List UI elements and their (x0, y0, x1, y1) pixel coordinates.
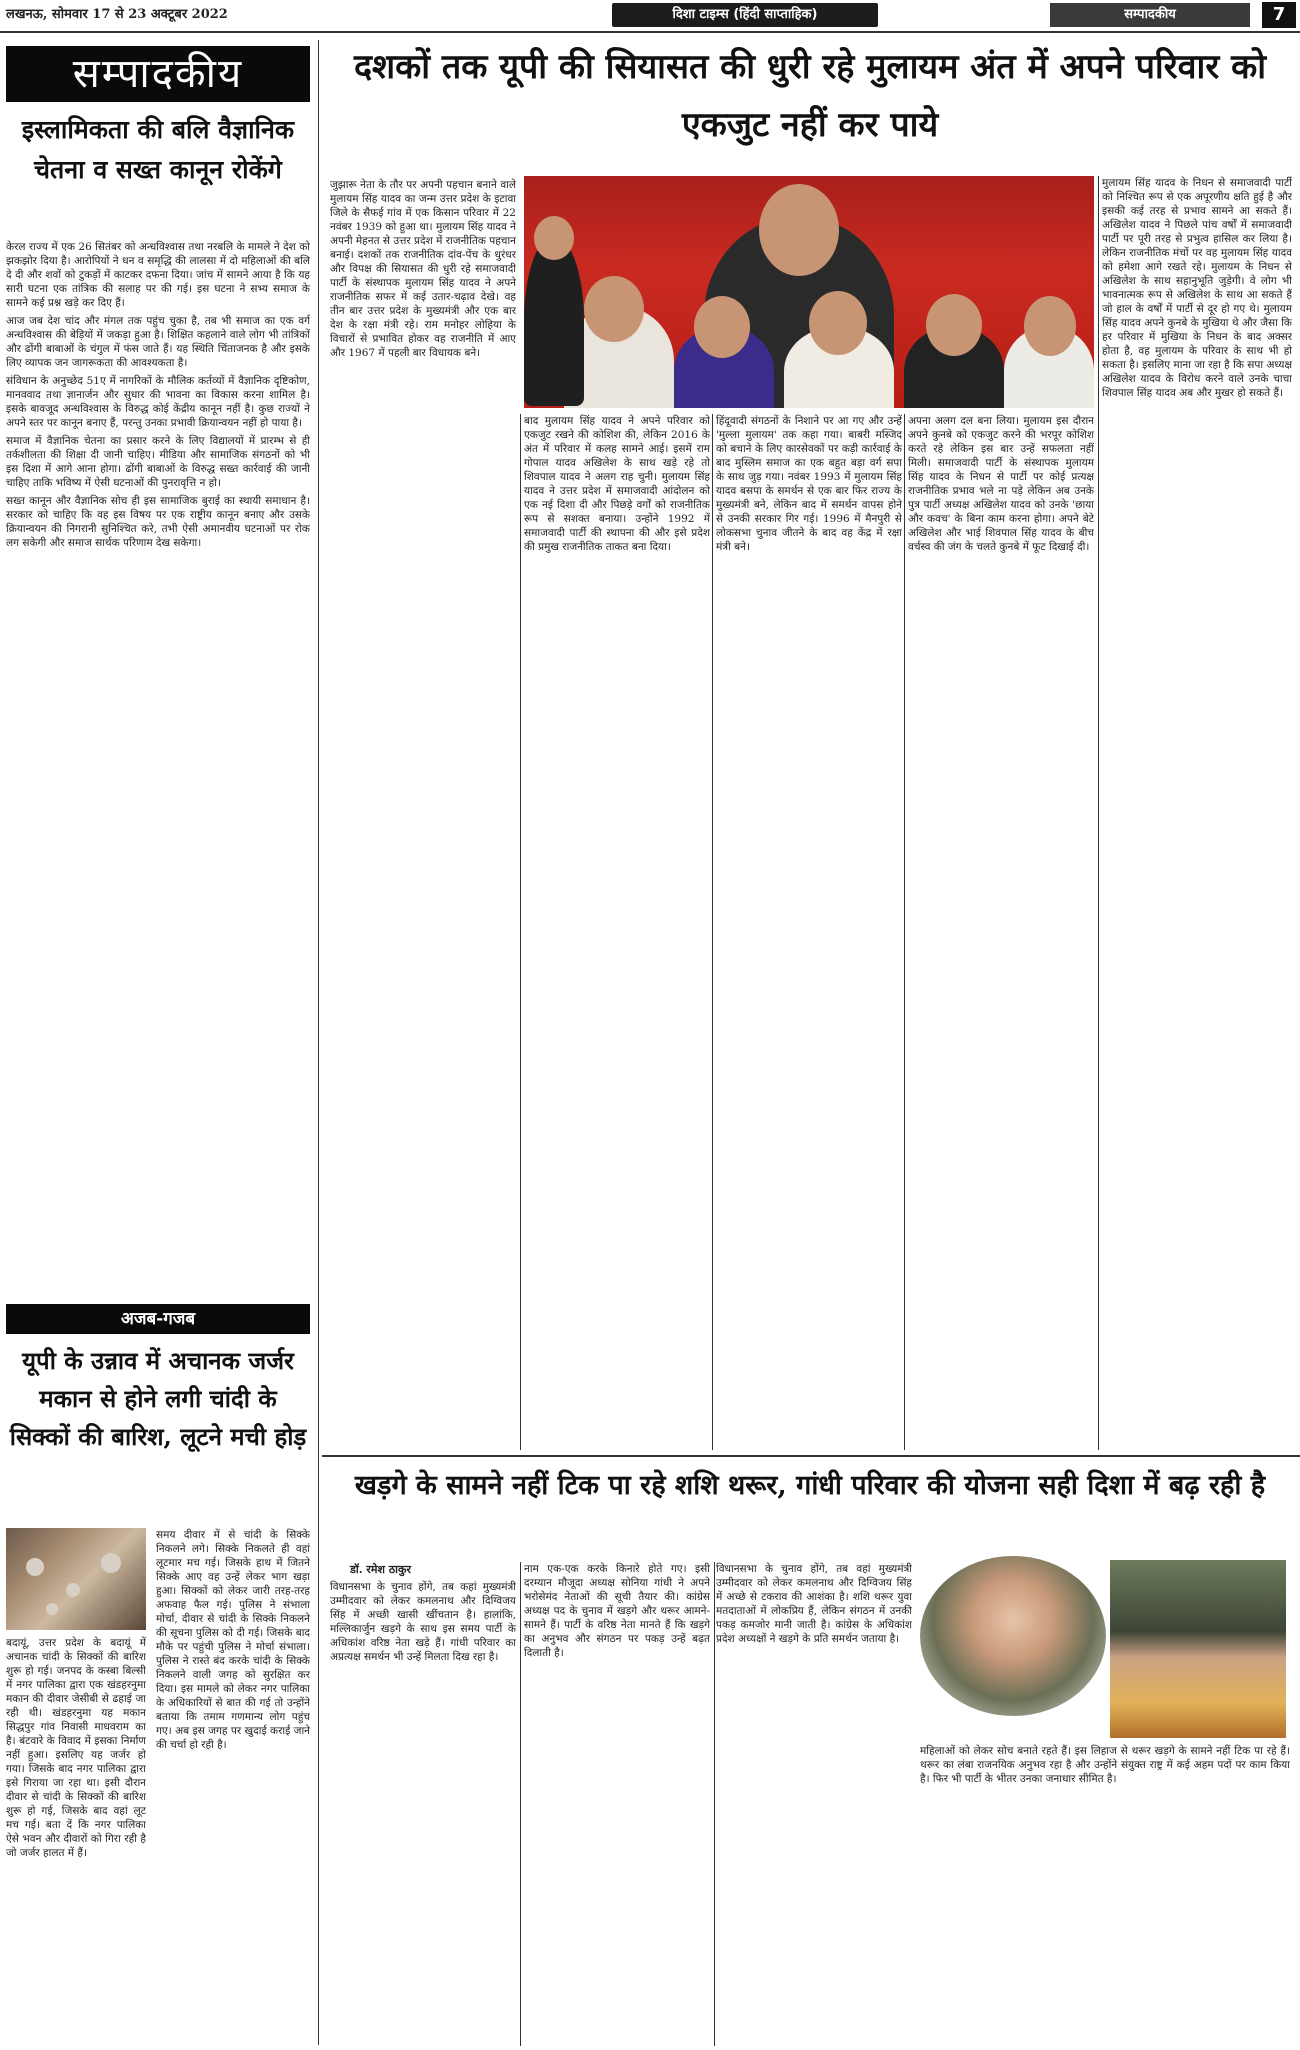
second-byline: डॉ. रमेश ठाकुर (350, 1563, 411, 1576)
kharge-portrait (920, 1556, 1106, 1716)
second-col-3: विधानसभा के चुनाव होंगे, तब वहां मुख्यमंत्री उम्मीदवार को लेकर कमलनाथ और दिग्विजय सिंह में अच्छे से टकराव की आशंका है। शशि थरूर युवा मतदाताओं में लोकप्रिय हैं, लेकिन संगठन में उनकी पकड़ कमजोर मानी जाती है। कांग्रेस के अधिकांश प्रदेश अध्यक्षों ने खड़गे के प्रति समर्थन जताया है। (716, 1563, 912, 1645)
column-rule (904, 414, 905, 1450)
story-divider (322, 1455, 1300, 1457)
main-col-2: बाद मुलायम सिंह यादव ने अपने परिवार को एकजुट रखने की कोशिश की, लेकिन 2016 के अंत में परिवार में कलह सामने आई। इसमें राम गोपाल यादव अखिलेश के साथ खड़े रहे तो शिवपाल यादव ने अलग राह चुनी। मुलायम सिंह यादव ने उत्तर प्रदेश में समाजवादी आंदोलन को एक नई दिशा दी और पिछड़े वर्गों को राजनीतिक रूप से सशक्त बनाया। उन्होंने 1992 में समाजवादी पार्टी की स्थापना की और इसे प्रदेश की प्रमुख राजनीतिक ताकत बना दिया। (524, 415, 710, 553)
editorial-headline: इस्लामिकता की बलि वैज्ञानिक चेतना व सख्त कानून रोकेंगे (21, 115, 295, 184)
editorial-paragraph: समाज में वैज्ञानिक चेतना का प्रसार करने के लिए विद्यालयों में प्रारम्भ से ही तर्कशीलता की शिक्षा दी जानी चाहिए। मीडिया और सामाजिक संगठनों को भी इस दिशा में आगे आना होगा। ढोंगी बाबाओं के विरुद्ध सख्त कार्रवाई की जानी चाहिए ताकि भविष्य में ऐसी घटनाओं की पुनरावृत्ति न हो। (6, 435, 310, 489)
column-rule (1098, 176, 1099, 1450)
masthead-dateline: लखनऊ, सोमवार 17 से 23 अक्टूबर 2022 (6, 7, 228, 22)
second-headline: खड़गे के सामने नहीं टिक पा रहे शशि थरूर, गांधी परिवार की योजना सही दिशा में बढ़ रही है (354, 1470, 1266, 1501)
second-col-1: विधानसभा के चुनाव होंगे, तब कहां मुख्यमंत्री उम्मीदवार को लेकर कमलनाथ और दिग्विजय सिंह में अच्छी खासी खींचतान है। हालांकि, मल्लिकार्जुन खड़गे के साथ इस समय पार्टी के अधिकांश वरिष्ठ नेता खड़े हैं। गांधी परिवार का अप्रत्यक्ष समर्थन भी उन्हें मिलता दिख रहा है। (330, 1581, 516, 1663)
masthead-section: सम्पादकीय (1050, 3, 1250, 27)
column-rule (318, 40, 319, 2045)
main-headline: दशकों तक यूपी की सियासत की धुरी रहे मुलायम अंत में अपने परिवार को एकजुट नहीं कर पाये (353, 47, 1267, 145)
column-rule (714, 1562, 715, 2046)
coin-rain-photo (6, 1528, 146, 1630)
masthead-paper-name: दिशा टाइम्स (हिंदी साप्ताहिक) (612, 3, 878, 27)
ajab-gajab-headline: यूपी के उन्नाव में अचानक जर्जर मकान से होने लगी चांदी के सिक्कों की बारिश, लूटने मची होड़ (9, 1346, 307, 1451)
editorial-body (6, 240, 310, 1292)
ajab-gajab-banner: अजब-गजब (6, 1304, 310, 1334)
mulayam-family-photo (524, 176, 1094, 408)
second-col-2: नाम एक-एक करके किनारे होते गए। इसी दरम्यान मौजूदा अध्यक्ष सोनिया गांधी ने अपने भरोसेमंद नेताओं की सूची तैयार की। कांग्रेस अध्यक्ष पद के चुनाव में खड़गे और थरूर आमने-सामने हैं। पार्टी के वरिष्ठ नेता मानते हैं कि खड़गे का अनुभव और संगठन पर पकड़ उन्हें बढ़त दिलाती है। (524, 1563, 710, 1659)
editorial-paragraph: केरल राज्य में एक 26 सितंबर को अन्धविश्वास तथा नरबलि के मामले ने देश को झकझोर दिया है। आरोपियों ने धन व समृद्धि की लालसा में दो महिलाओं की बलि दे दी और शवों को टुकड़ों में काटकर दफना दिया। जांच में सामने आया है कि यह सारी घटना एक तांत्रिक की सलाह पर की गई। इस घटना ने सभ्य समाज के सामने कई प्रश्न खड़े कर दिए हैं। (6, 241, 310, 309)
ajab-gajab-body-right: समय दीवार में से चांदी के सिक्के निकलने लगे। सिक्के निकलते ही वहां लूटमार मच गई। जिसके हाथ में जितने सिक्के आए वह उन्हें लेकर भाग खड़ा हुआ। सिक्कों को लेकर जारी तरह-तरह अफवाह फैल गई। पुलिस ने संभाला मोर्चा, दीवार से चांदी के सिक्के निकलने की सूचना पुलिस को दी गई। जिसके बाद मौके पर पहुंची पुलिस ने मोर्चा संभाला। पुलिस ने रास्ते बंद करके चांदी के सिक्के निकलने वाली जगह को सुरक्षित कर दिया। इस मामले को लेकर नगर पालिका के अधिकारियों से बात की गई तो उन्होंने बताया कि तमाम गणमान्य लोग पहुंच गए। अब इस जगह पर खुदाई कराई जाने की चर्चा हो रही है। (156, 1529, 310, 1751)
main-col-3: हिंदूवादी संगठनों के निशाने पर आ गए और उन्हें 'मुल्ला मुलायम' तक कहा गया। बाबरी मस्जिद को बचाने के लिए कारसेवकों पर कड़ी कार्रवाई के बाद मुस्लिम समाज का एक बहुत बड़ा वर्ग सपा के साथ जुड़ गया। नवंबर 1993 में मुलायम सिंह यादव बसपा के समर्थन से एक बार फिर राज्य के मुख्यमंत्री बने, लेकिन बाद में समर्थन वापस होने से उनकी सरकार गिर गई। 1996 में मैनपुरी से लोकसभा चुनाव जीतने के बाद वह केंद्र में रक्षा मंत्री बने। (716, 415, 902, 553)
column-rule (712, 414, 713, 1450)
editorial-paragraph: सख्त कानून और वैज्ञानिक सोच ही इस सामाजिक बुराई का स्थायी समाधान है। सरकार को चाहिए कि वह इस विषय पर एक राष्ट्रीय कानून बनाए और उसके क्रियान्वयन की निगरानी सुनिश्चित करे, तभी ऐसी अमानवीय घटनाओं पर रोक लग सकेगी और समाज सार्थक परिणाम देख सकेगा। (6, 495, 310, 549)
editorial-paragraph: संविधान के अनुच्छेद 51ए में नागरिकों के मौलिक कर्तव्यों में वैज्ञानिक दृष्टिकोण, मानववाद तथा ज्ञानार्जन और सुधार की भावना का विकास करना शामिल है। इसके बावजूद अन्धविश्वास के विरुद्ध कोई केंद्रीय कानून नहीं है। कुछ राज्यों ने अपने स्तर पर कानून बनाए हैं, परन्तु उनका प्रभावी क्रियान्वयन नहीं हो पाया है। (6, 375, 310, 429)
masthead (0, 0, 1300, 30)
column-rule (520, 414, 521, 1450)
main-col-1: जुझारू नेता के तौर पर अपनी पहचान बनाने वाले मुलायम सिंह यादव का जन्म उत्तर प्रदेश के इटावा जिले के सैफई गांव में एक किसान परिवार में 22 नवंबर 1939 को हुआ था। मुलायम सिंह यादव ने अपनी मेहनत से उत्तर प्रदेश में राजनीतिक पहचान बनाई। दशकों तक राजनीतिक दांव-पेंच के धुरंधर और विपक्ष की सियासत की धुरी रहे समाजवादी पार्टी के संस्थापक मुलायम सिंह यादव ने अपने राजनीतिक सफर में कई उतार-चढ़ाव देखे। वह तीन बार उत्तर प्रदेश के मुख्यमंत्री और एक बार देश के रक्षा मंत्री रहे। राम मनोहर लोहिया के विचारों से प्रभावित होकर वह राजनीति में आए और 1967 में पहली बार विधायक बने। (330, 179, 516, 359)
editorial-paragraph: आज जब देश चांद और मंगल तक पहुंच चुका है, तब भी समाज का एक वर्ग अन्धविश्वास की बेड़ियों में जकड़ा हुआ है। शिक्षित कहलाने वाले लोग भी तांत्रिकों और ढोंगी बाबाओं के चंगुल में फंस जाते हैं। यह स्थिति चिंताजनक है और इसके लिए व्यापक जन जागरूकता की आवश्यकता है। (6, 315, 310, 369)
second-col-4: महिलाओं को लेकर सोच बनाते रहते हैं। इस लिहाज से थरूर खड़गे के सामने नहीं टिक पा रहे हैं। थरूर का लंबा राजनयिक अनुभव रहा है और उन्होंने संयुक्त राष्ट्र में कई अहम पदों पर काम किया है। फिर भी पार्टी के भीतर उनका जनाधार सीमित है। (920, 1745, 1290, 1785)
main-col-4: अपना अलग दल बना लिया। मुलायम इस दौरान अपने कुनबे को एकजुट करने की भरपूर कोशिश करते रहे लेकिन इस बार उन्हें सफलता नहीं मिली। समाजवादी पार्टी के संस्थापक मुलायम सिंह यादव के निधन से पार्टी पर कोई प्रत्यक्ष राजनीतिक प्रभाव भले ना पड़े लेकिन अब उनके पुत्र पार्टी अध्यक्ष अखिलेश यादव को उनके 'छाया और कवच' के बिना काम करना होगा। अपने बेटे अखिलेश और भाई शिवपाल सिंह यादव के बीच वर्चस्व की जंग के चलते कुनबे में फूट दिखाई दी। (908, 415, 1094, 553)
masthead-rule (0, 31, 1300, 33)
main-col-right: मुलायम सिंह यादव के निधन से समाजवादी पार्टी को निश्चित रूप से एक अपूरणीय क्षति हुई है और इसकी कई तरह से प्रभाव सामने आ सकते हैं। अखिलेश यादव ने पिछले पांच वर्षों में समाजवादी पार्टी पर पूरी तरह से प्रभुत्व हासिल कर लिया है। लेकिन राजनीतिक मंचों पर वह मुलायम सिंह यादव को हमेशा आगे रखते रहे। मुलायम के निधन से अखिलेश के साथ सहानुभूति जुड़ेगी। वे लोग भी भावनात्मक रूप से अखिलेश के साथ आ सकते हैं जो हाल के वर्षों में पार्टी से दूर हो गए थे। मुलायम सिंह यादव अपने कुनबे के मुखिया थे और जैसा कि हर परिवार में मुखिया के निधन के बाद अक्सर होता है, वह मुलायम के परिवार के साथ भी हो सकता है। इसलिए माना जा रहा है कि सपा अध्यक्ष अखिलेश यादव के विरोध करने वाले उनके चाचा शिवपाल सिंह यादव अब और मुखर हो सकते हैं। (1102, 177, 1292, 399)
editorial-section-banner: सम्पादकीय (6, 46, 310, 102)
column-rule (520, 1562, 521, 2046)
page-number: 7 (1262, 2, 1296, 28)
tharoor-portrait (1110, 1560, 1286, 1738)
ajab-gajab-body-left: बदायूं, उत्तर प्रदेश के बदायूं में अचानक चांदी के सिक्कों की बारिश शुरू हो गई। जनपद के कस्बा बिल्सी में नगर पालिका द्वारा एक खंडहरनुमा मकान की दीवार जेसीबी से ढहाई जा रही थी। खंडहरनुमा यह मकान सिद्धपुर गांव निवासी माधवराम का है। बंटवारे के विवाद में इसका निर्माण नहीं हुआ। इसलिए यह जर्जर हो गया। जिसके बाद नगर पालिका द्वारा इसे गिराया जा रहा था। इसी दौरान दीवार से चांदी के सिक्कों की बारिश शुरू हो गई, जिसके बाद वहां लूट मच गई। बता दें कि नगर पालिका ऐसे भवन और दीवारों को गिरा रही है जो जर्जर हालत में हैं। (6, 1637, 146, 1859)
